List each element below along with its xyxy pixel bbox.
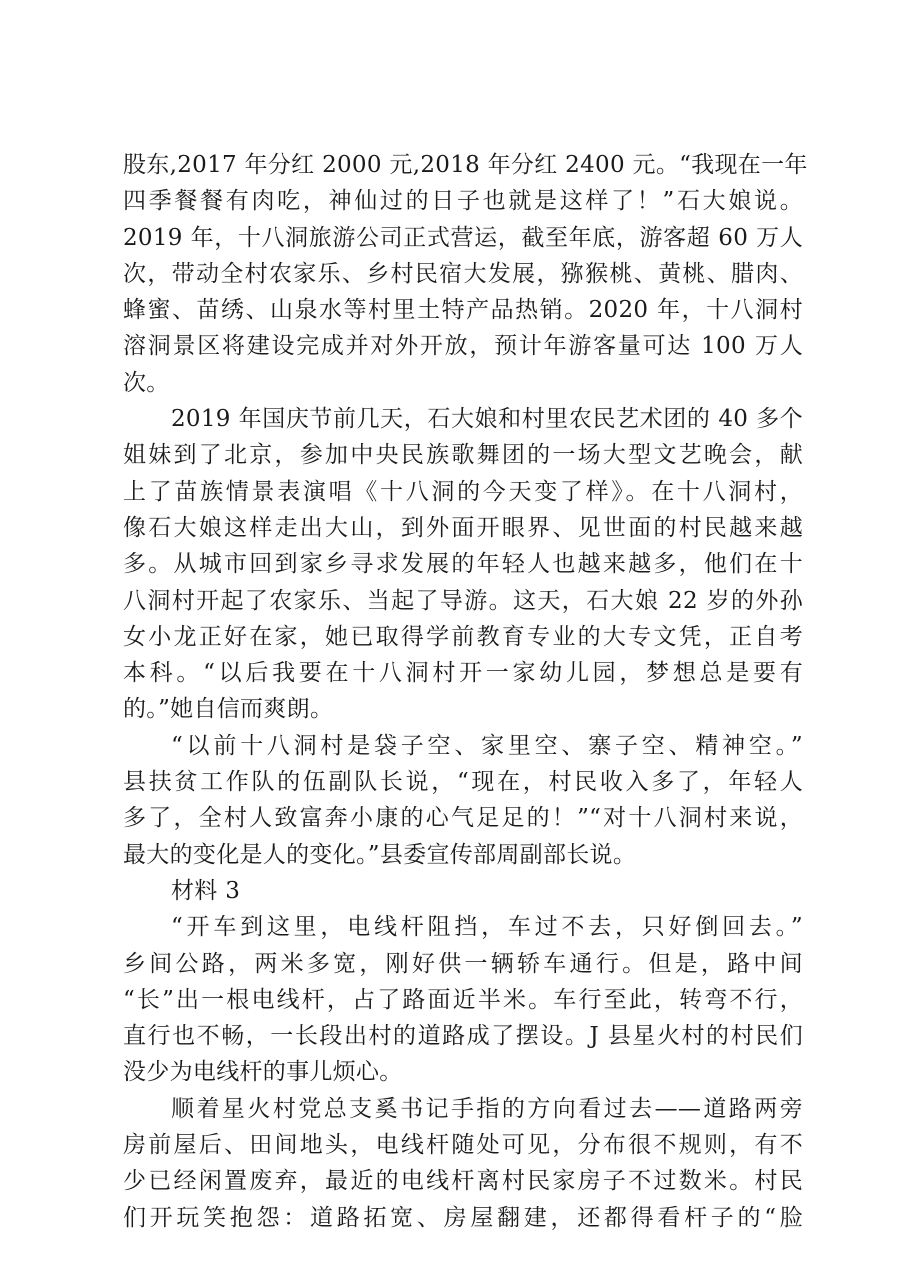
text-line: “长”出一根电线杆，占了路面近半米。车行至此，转弯不行， [123,986,803,1013]
text-line: 溶洞景区将建设完成并对外开放，预计年游客量可达 100 万人 [123,333,803,360]
text-line: 多了，全村人致富奔小康的心气足足的！”“对十八洞村来说， [123,805,803,832]
text-line: 没少为电线杆的事儿烦心。 [123,1059,403,1086]
text-line: 次。 [123,369,170,396]
text-line: 乡间公路，两米多宽，刚好供一辆轿车通行。但是，路中间 [123,950,803,977]
text-line: 房前屋后、田间地头，电线杆随处可见，分布很不规则，有不 [123,1132,803,1159]
text-line: 少已经闲置废弃，最近的电线杆离村民家房子不过数米。村民 [123,1168,803,1195]
text-line: 们开玩笑抱怨：道路拓宽、房屋翻建，还都得看杆子的“脸 [123,1204,803,1231]
text-line: 像石大娘这样走出大山，到外面开眼界、见世面的村民越来越 [123,514,803,541]
text-line: “以前十八洞村是袋子空、家里空、寨子空、精神空。” [171,732,803,759]
text-line: 顺着星火村党总支奚书记手指的方向看过去——道路两旁 [171,1095,803,1122]
text-line: 女小龙正好在家，她已取得学前教育专业的大专文凭，正自考 [123,623,803,650]
text-line: 材料 3 [171,877,241,904]
text-line: 2019 年，十八洞旅游公司正式营运，截至年底，游客超 60 万人 [123,224,803,251]
text-line: 股东,2017 年分红 2000 元,2018 年分红 2400 元。“我现在一年 [123,152,808,178]
text-line: 四季餐餐有肉吃，神仙过的日子也就是这样了！”石大娘说。 [123,188,803,215]
text-line: 多。从城市回到家乡寻求发展的年轻人也越来越多，他们在十 [123,551,803,578]
text-line: 直行也不畅，一长段出村的道路成了摆设。J 县星火村的村民们 [123,1023,803,1050]
body-text [123,147,808,1236]
text-line: 姐妹到了北京，参加中央民族歌舞团的一场大型文艺晚会，献 [123,442,803,469]
text-line: 蜂蜜、苗绣、山泉水等村里土特产品热销。2020 年，十八洞村 [123,297,803,324]
text-line: 最大的变化是人的变化。”县委宣传部周副部长说。 [123,841,637,868]
text-line: “开车到这里，电线杆阻挡，车过不去，只好倒回去。” [171,914,803,941]
text-line: 2019 年国庆节前几天，石大娘和村里农民艺术团的 40 多个 [171,406,803,433]
text-line: 本科。“以后我要在十八洞村开一家幼儿园，梦想总是要有 [123,660,803,687]
text-line: 次，带动全村农家乐、乡村民宿大发展，猕猴桃、黄桃、腊肉、 [123,260,803,287]
text-line: 的。”她自信而爽朗。 [123,696,334,723]
text-line: 县扶贫工作队的伍副队长说，“现在，村民收入多了，年轻人 [123,769,803,796]
text-line: 八洞村开起了农家乐、当起了导游。这天，石大娘 22 岁的外孙 [123,587,803,614]
text-line: 上了苗族情景表演唱《十八洞的今天变了样》。在十八洞村， [123,478,803,505]
